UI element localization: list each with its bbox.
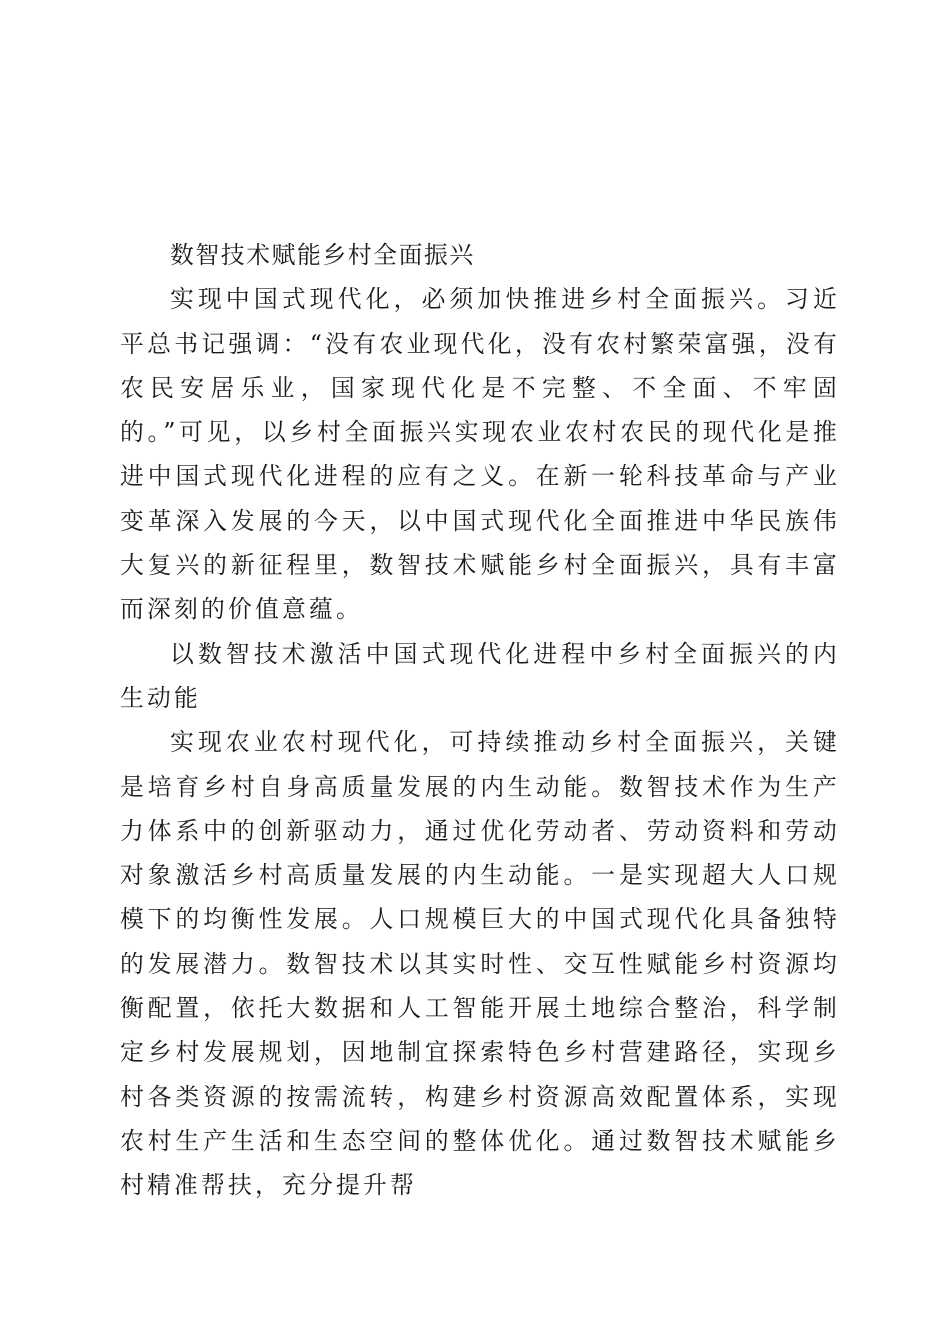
paragraph-body: 实现农业农村现代化，可持续推动乡村全面振兴，关键是培育乡村自身高质量发展的内生动能。数智技术作为生产力体系中的创新驱动力，通过优化劳动者、劳动资料和劳动对象激活乡村高质量发展的内生动能。一是实现超大人口规模下的均衡性发展。人口规模巨大的中国式现代化具备独特的发展潜力。数智技术以其实时性、交互性赋能乡村资源均衡配置，依托大数据和人工智能开展土地综合整治，科学制定乡村发展规划，因地制宜探索特色乡村营建路径，实现乡村各类资源的按需流转，构建乡村资源高效配置体系，实现农村生产生活和生态空间的整体优化。通过数智技术赋能乡村精准帮扶，充分提升帮 bbox=[120, 728, 840, 1200]
document-body bbox=[120, 233, 840, 1208]
section-heading: 以数智技术激活中国式现代化进程中乡村全面振兴的内生动能 bbox=[120, 639, 840, 712]
document-title: 数智技术赋能乡村全面振兴 bbox=[170, 241, 475, 269]
paragraph-intro: 实现中国式现代化，必须加快推进乡村全面振兴。习近平总书记强调：“没有农业现代化，没有农村繁荣富强，没有农民安居乐业，国家现代化是不完整、不全面、不牢固的。”可见，以乡村全面振兴实现农业农村农民的现代化是推进中国式现代化进程的应有之义。在新一轮科技革命与产业变革深入发展的今天，以中国式现代化全面推进中华民族伟大复兴的新征程里，数智技术赋能乡村全面振兴，具有丰富而深刻的价值意蕴。 bbox=[120, 285, 840, 624]
